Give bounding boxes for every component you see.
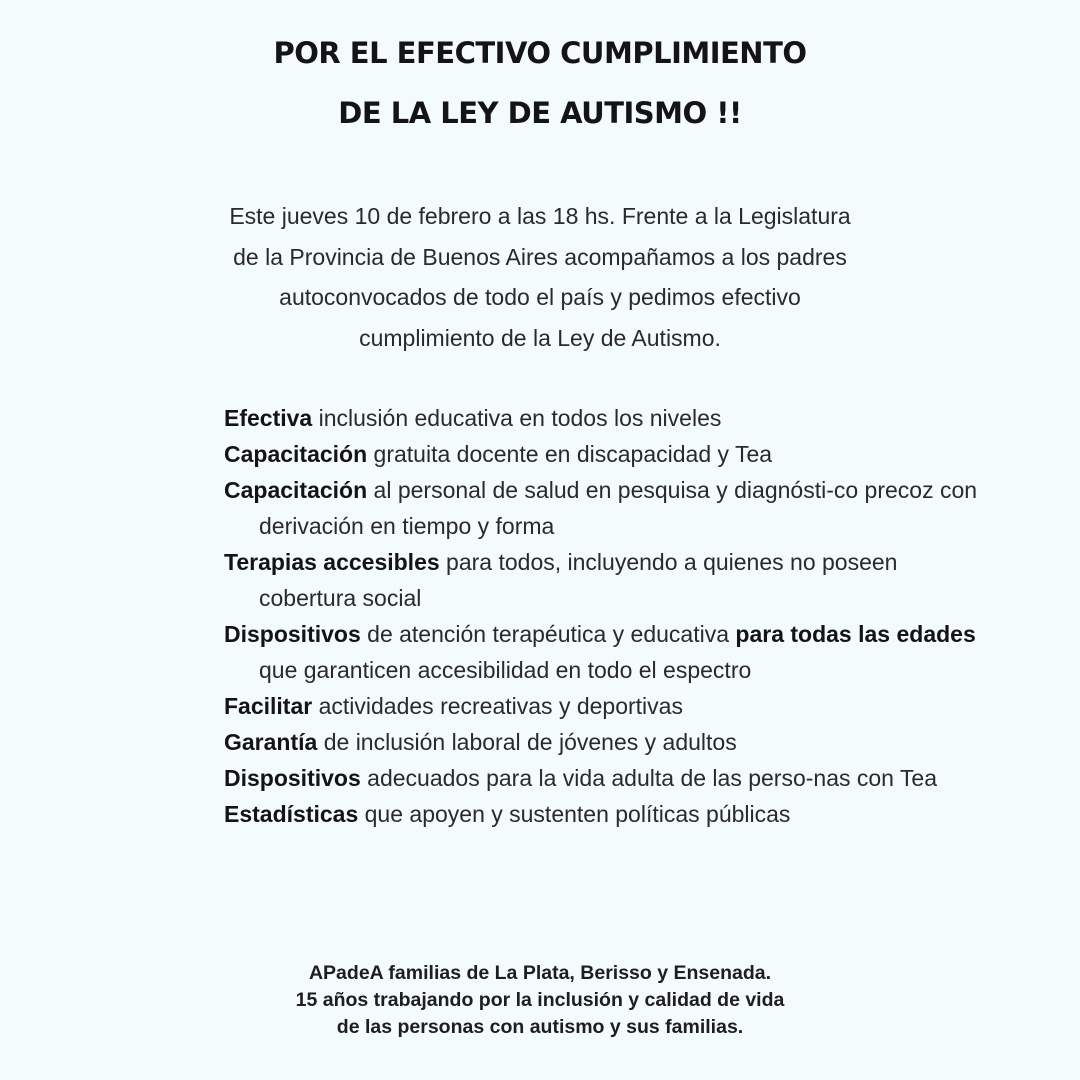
demand-keyword: Garantía (224, 729, 318, 755)
demand-text: inclusión educativa en todos los niveles (312, 405, 722, 431)
footer-line: 15 años trabajando por la inclusión y calidad de vida (295, 989, 785, 1011)
title-line-1: POR EL EFECTIVO CUMPLIMIENTO (273, 36, 807, 70)
demand-text: que apoyen y sustenten políticas públicas (358, 801, 791, 827)
footer-line: APadeA familias de La Plata, Berisso y Ensenada. (308, 962, 772, 984)
demand-item (224, 796, 984, 832)
demand-keyword: Capacitación (224, 477, 368, 503)
demand-text: que garanticen accesibilidad en todo el espectro (259, 657, 752, 683)
demand-item (224, 472, 984, 544)
demand-keyword: para todas las edades (729, 621, 976, 647)
demand-item (224, 724, 984, 760)
demand-item (224, 760, 984, 796)
demand-keyword: Estadísticas (224, 801, 359, 827)
demand-keyword: Efectiva (224, 405, 313, 431)
demand-text: para todos, incluyendo a quienes no poseen cobertura social (259, 549, 898, 611)
demand-text: de inclusión laboral de jóvenes y adultos (317, 729, 737, 755)
demand-item (224, 688, 984, 724)
demand-keyword: Dispositivos (224, 765, 361, 791)
demand-item (224, 544, 984, 616)
intro-line: autoconvocados de todo el país y pedimos efectivo (279, 284, 801, 310)
intro-line: de la Provincia de Buenos Aires acompañamos a los padres (233, 243, 847, 270)
footer-line: de las personas con autismo y sus familias. (336, 1016, 744, 1038)
demand-item (224, 400, 984, 436)
title-line-2: DE LA LEY DE AUTISMO !! (338, 96, 742, 130)
demand-text: gratuita docente en discapacidad y Tea (367, 441, 773, 467)
intro-line: Este jueves 10 de febrero a las 18 hs. Frente a la Legislatura (229, 203, 851, 229)
demand-keyword: Dispositivos (224, 621, 361, 647)
demand-item (224, 616, 984, 688)
demand-keyword: Facilitar (224, 693, 313, 719)
demand-text: de atención terapéutica y educativa (360, 621, 730, 647)
demand-item (224, 436, 984, 472)
demand-text: al personal de salud en pesquisa y diagnósti-co precoz con derivación en tiempo y forma (259, 477, 978, 539)
intro-line: cumplimiento de la Ley de Autismo. (359, 324, 721, 351)
demand-keyword: Terapias accesibles (224, 549, 440, 575)
organization-footer (0, 960, 1080, 1041)
demand-text: actividades recreativas y deportivas (312, 693, 683, 719)
demand-text: adecuados para la vida adulta de las perso-nas con Tea (360, 765, 938, 791)
demand-keyword: Capacitación (224, 441, 368, 467)
intro-paragraph (150, 196, 930, 358)
demands-list (224, 400, 984, 832)
